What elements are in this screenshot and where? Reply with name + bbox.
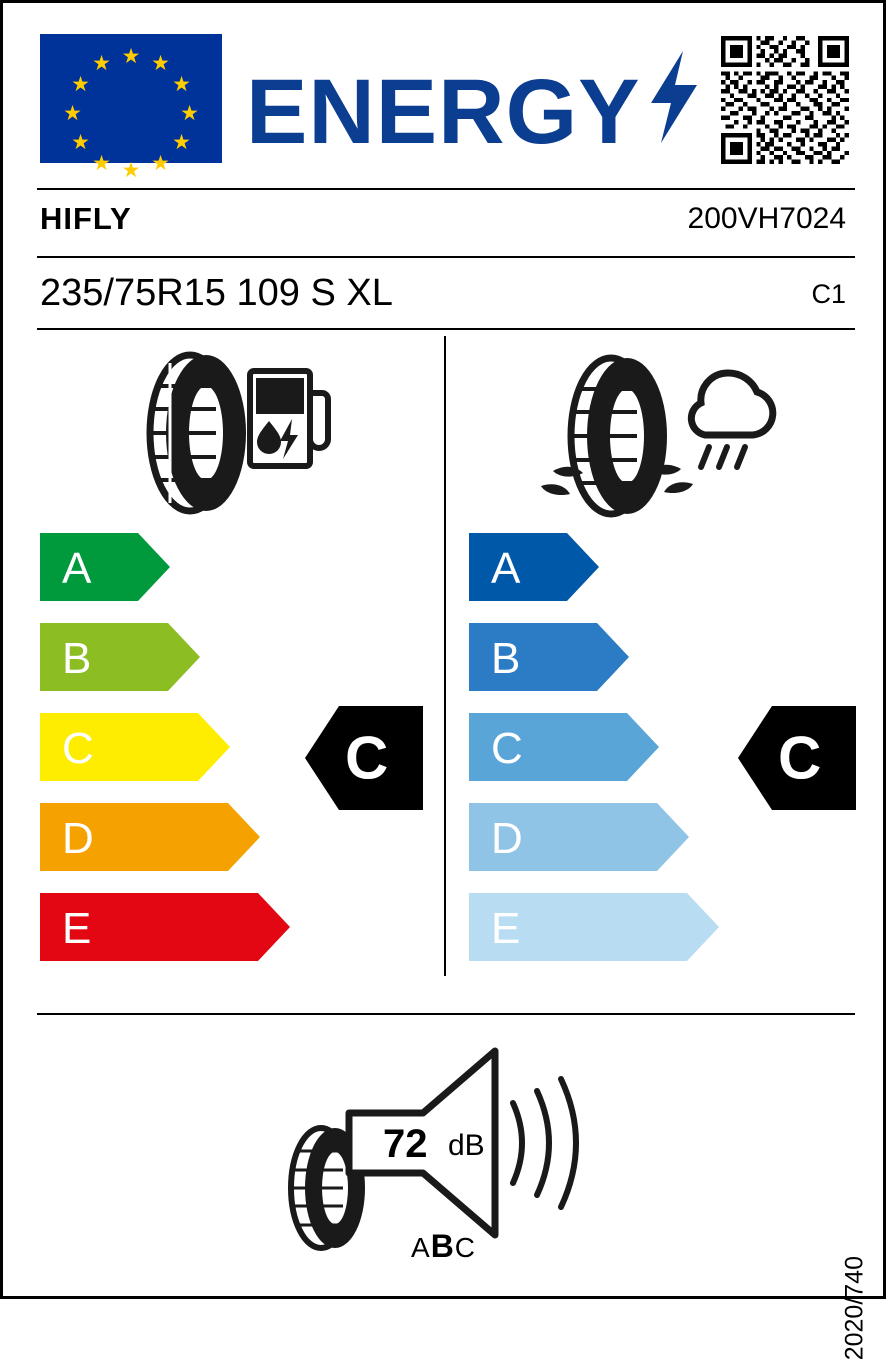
wet-grade-B: [469, 623, 729, 691]
energy-word-text: ENERGY: [246, 61, 641, 163]
wet-grip-scale: [469, 533, 729, 983]
rain-cloud-icon: [691, 373, 772, 467]
fuel-efficiency-result-letter: C: [345, 724, 389, 792]
fuel-pump-icon: [250, 371, 328, 466]
wet-grade-D: [469, 803, 729, 871]
supplier-code: 200VH7024: [687, 202, 846, 235]
fuel-grade-A-letter: A: [62, 544, 92, 593]
noise-value: 72: [383, 1122, 428, 1166]
tyre-icon: [571, 358, 667, 514]
fuel-grade-C: [40, 713, 300, 781]
fuel-grade-C-letter: C: [62, 724, 94, 773]
wet-grip-result-letter: C: [778, 724, 822, 792]
wet-grade-A-letter: A: [491, 544, 521, 593]
wet-grip-pictogram: [533, 351, 783, 521]
fuel-grade-D-letter: D: [62, 814, 94, 863]
external-noise-section: [283, 1043, 613, 1273]
noise-class-c: C: [454, 1232, 477, 1263]
fuel-grade-E-letter: E: [62, 904, 92, 953]
fuel-grade-B: [40, 623, 300, 691]
wet-grip-result: [738, 706, 856, 810]
fuel-drop-bolt: [257, 419, 298, 459]
fuel-efficiency-scale: [40, 533, 300, 983]
wet-grade-C: [469, 713, 729, 781]
grade-row: [469, 533, 729, 623]
page-title: [246, 51, 699, 165]
grade-row: [40, 803, 300, 893]
noise-class-b: B: [430, 1228, 455, 1264]
wet-grade-A: [469, 533, 729, 601]
noise-class-a: A: [411, 1232, 431, 1263]
fuel-grade-A: [40, 533, 300, 601]
fuel-grade-D: [40, 803, 300, 871]
grade-row: [40, 533, 300, 623]
grade-row: [469, 713, 729, 803]
noise-class-scale: [411, 1228, 476, 1265]
grade-row: [469, 623, 729, 713]
grade-row: [40, 623, 300, 713]
divider-1: [37, 188, 855, 190]
fuel-efficiency-result: [305, 706, 423, 810]
grade-row: [40, 713, 300, 803]
tyre-class: C1: [811, 279, 846, 309]
eu-flag-icon: ★ ★ ★ ★ ★ ★ ★ ★ ★ ★ ★ ★: [40, 34, 222, 163]
supplier-brand: HIFLY: [40, 201, 132, 236]
sound-wave-icon: [513, 1079, 576, 1207]
grade-row: [40, 893, 300, 983]
label-header: [3, 3, 883, 193]
noise-unit: dB: [448, 1129, 485, 1162]
tyre-icon: [150, 355, 246, 511]
qr-code-icon: [721, 36, 849, 164]
vertical-divider: [444, 336, 446, 976]
wet-grade-B-letter: B: [491, 634, 521, 683]
divider-3: [37, 328, 855, 330]
wet-grade-E: [469, 893, 729, 961]
divider-2: [37, 256, 855, 258]
divider-4: [37, 1013, 855, 1015]
wet-grade-C-letter: C: [491, 724, 523, 773]
fuel-grade-E: [40, 893, 300, 961]
wet-grade-D-letter: D: [491, 814, 523, 863]
fuel-grade-B-letter: B: [62, 634, 92, 683]
wet-grade-E-letter: E: [491, 904, 521, 953]
regulation-reference: 2020/740: [840, 1256, 868, 1360]
grade-row: [469, 893, 729, 983]
grade-row: [469, 803, 729, 893]
tyre-size-designation: 235/75R15 109 S XL: [40, 272, 393, 314]
lightning-bolt-icon: [647, 51, 699, 165]
fuel-efficiency-pictogram: [128, 351, 328, 516]
